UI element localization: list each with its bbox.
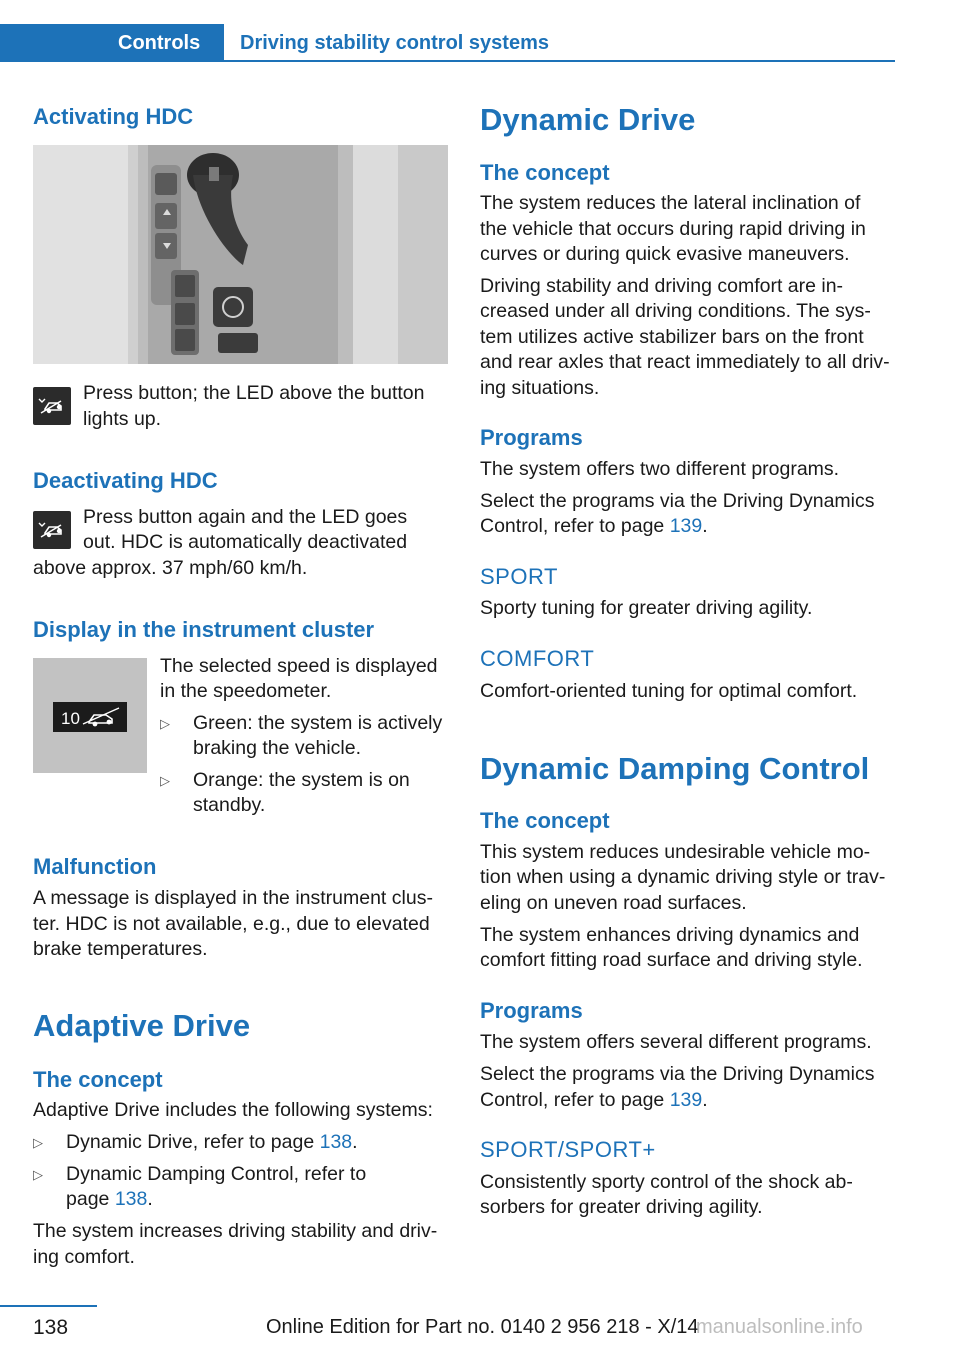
malfunction-line2: ter. HDC is not available, e.g., due to elevated xyxy=(33,913,430,935)
triangle-bullet-icon: ▷ xyxy=(160,773,170,788)
dd-comfort-line2: creased under all driving conditions. The sys- xyxy=(480,300,871,322)
header-rule xyxy=(224,60,895,62)
display-text-line1: The selected speed is displayed xyxy=(160,655,438,677)
page-link[interactable]: 139 xyxy=(669,515,703,537)
adaptive-intro: Adaptive Drive includes the following systems: xyxy=(33,1099,433,1121)
heading-comfort: COMFORT xyxy=(480,646,595,671)
heading-concept: The concept xyxy=(480,160,610,185)
ddc-concept-line3: eling on uneven road surfaces. xyxy=(480,892,747,914)
ddc-programs-line: The system offers several different programs. xyxy=(480,1031,872,1053)
heading-programs: Programs xyxy=(480,998,583,1023)
heading-concept: The concept xyxy=(480,808,610,833)
ddc-enhance-line2: comfort fitting road surface and driving style. xyxy=(480,949,863,971)
deactivating-hdc-line3: above approx. 37 mph/60 km/h. xyxy=(33,557,308,579)
heading-deactivating-hdc: Deactivating HDC xyxy=(33,468,218,493)
heading-sport-sportplus: SPORT/SPORT+ xyxy=(480,1137,656,1162)
hdc-button-icon xyxy=(33,387,71,425)
ddc-sport-line2: sorbers for greater driving agility. xyxy=(480,1196,763,1218)
page-link[interactable]: 138 xyxy=(319,1131,353,1153)
page-link[interactable]: 139 xyxy=(669,1089,703,1111)
adaptive-outro-line1: The system increases driving stability and driv- xyxy=(33,1220,438,1242)
cluster-display-image xyxy=(33,658,147,773)
ddc-sport-line1: Consistently sporty control of the shock ab- xyxy=(480,1171,853,1193)
dd-comfort-line3: tem utilizes active stabilizer bars on the front xyxy=(480,326,864,348)
heading-sport: SPORT xyxy=(480,564,558,589)
footer-rule xyxy=(0,1305,97,1307)
ddc-select-line2: Control, refer to page 139. xyxy=(480,1089,708,1111)
heading-concept: The concept xyxy=(33,1067,163,1092)
activating-hdc-text: Press button; the LED above the button lights up. xyxy=(83,382,425,430)
triangle-bullet-icon: ▷ xyxy=(33,1135,43,1150)
triangle-bullet-icon: ▷ xyxy=(33,1167,43,1182)
chapter-tab[interactable]: Controls xyxy=(118,32,201,54)
dd-comfort-line5: ing situations. xyxy=(480,377,600,399)
watermark: manualsonline.info xyxy=(696,1316,863,1338)
section-title[interactable]: Driving stability control systems xyxy=(240,32,549,54)
deactivating-hdc-line2: out. HDC is automatically deactivated xyxy=(83,531,408,553)
ddc-concept-line2: tion when using a dynamic driving style or trav- xyxy=(480,866,886,888)
heading-dynamic-damping: Dynamic Damping Control xyxy=(480,751,870,786)
heading-display-cluster: Display in the instrument cluster xyxy=(33,617,375,642)
malfunction-line1: A message is displayed in the instrument clus- xyxy=(33,887,433,909)
heading-adaptive-drive: Adaptive Drive xyxy=(33,1008,251,1043)
hdc-button-photo xyxy=(33,145,448,364)
deactivating-hdc-line1: Press button again and the LED goes xyxy=(83,506,408,528)
ddc-select-line1: Select the programs via the Driving Dynamics xyxy=(480,1063,875,1085)
heading-programs: Programs xyxy=(480,425,583,450)
heading-dynamic-drive: Dynamic Drive xyxy=(480,102,696,137)
page-link[interactable]: 138 xyxy=(114,1188,148,1210)
hdc-button-icon xyxy=(33,511,71,549)
display-text-line2: in the speedometer. xyxy=(160,680,332,702)
ddc-enhance-line1: The system enhances driving dynamics and xyxy=(480,924,860,946)
dd-programs-line: The system offers two different programs. xyxy=(480,458,840,480)
adaptive-outro-line2: ing comfort. xyxy=(33,1246,135,1268)
heading-activating-hdc: Activating HDC xyxy=(33,104,194,129)
dd-concept-line3: curves or during quick evasive maneuvers. xyxy=(480,243,850,265)
dd-comfort-line4: and rear axles that react immediately to all driv- xyxy=(480,351,890,373)
dd-select-line1: Select the programs via the Driving Dynamics xyxy=(480,490,875,512)
edition-text: Online Edition for Part no. 0140 2 956 218 - X/14 xyxy=(266,1316,699,1338)
dd-select-line2: Control, refer to page 139. xyxy=(480,515,708,537)
cluster-speed-value: 10 xyxy=(61,709,80,728)
ddc-concept-line1: This system reduces undesirable vehicle mo- xyxy=(480,841,871,863)
page-number: 138 xyxy=(33,1316,69,1339)
dd-concept-line1: The system reduces the lateral inclination of xyxy=(480,192,861,214)
dd-comfort-line1: Driving stability and driving comfort are in- xyxy=(480,275,844,297)
heading-malfunction: Malfunction xyxy=(33,854,157,879)
dd-concept-line2: the vehicle that occurs during rapid driving in xyxy=(480,218,866,240)
malfunction-line3: brake temperatures. xyxy=(33,938,208,960)
triangle-bullet-icon: ▷ xyxy=(160,716,170,731)
dd-comfort-text: Comfort-oriented tuning for optimal comfort. xyxy=(480,680,858,702)
dd-sport-text: Sporty tuning for greater driving agility. xyxy=(480,597,813,619)
